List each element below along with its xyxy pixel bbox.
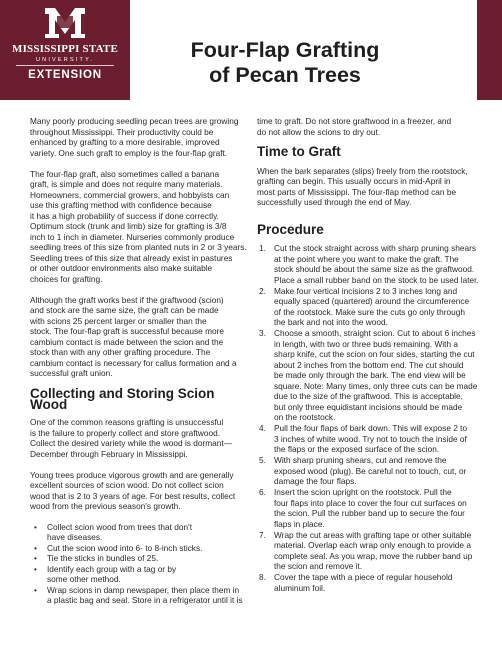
- text-line: stock. The four-flap graft is successful because more: [30, 326, 224, 336]
- step-number: 4.: [259, 423, 266, 433]
- procedure-step: [257, 243, 479, 285]
- text-line: grafting can begin. This usually occurs in mid-April in: [257, 176, 451, 186]
- text-line: seedling trees of this size from planted nuts in 2 or 3 years.: [30, 242, 247, 252]
- procedure-step: [257, 286, 479, 328]
- text-line: cambium contact is necessary for callus formation and a: [30, 357, 237, 368]
- scion-paragraph-1: [30, 417, 250, 459]
- text-line: Cut the scion wood into 6- to 8-inch sticks.: [47, 542, 203, 553]
- scion-bullet-list: [30, 522, 250, 606]
- text-line: the scion and remove it.: [274, 561, 363, 571]
- text-line: Many poorly producing seedling pecan trees are growing: [30, 116, 239, 126]
- text-line: the bark and not into the wood.: [274, 317, 388, 327]
- text-line: four flaps into place to cover the four cut surfaces on: [274, 497, 467, 508]
- text-line: choices for grafting.: [30, 273, 103, 284]
- procedure-step: [257, 530, 479, 572]
- text-line: flaps in place.: [274, 518, 325, 529]
- cambium-paragraph: [30, 295, 250, 379]
- text-line: One of the common reasons grafting is unsuccessful: [30, 417, 224, 427]
- text-line: damage the four flaps.: [274, 476, 357, 486]
- text-line: sharp knife, cut the scion on four sides, starting the cut: [274, 349, 475, 359]
- text-line: exposed wood (plug). Be careful not to touch, cut, or: [274, 465, 467, 476]
- text-line: of the rootstock. Make sure the cuts go only through: [274, 306, 465, 317]
- text-line: wood that is 2 to 3 years of age. For best results, collect: [30, 490, 236, 501]
- step-number: 7.: [259, 529, 266, 540]
- logo-university-name: MISSISSIPPI STATE: [11, 43, 118, 55]
- text-line: Identify each group with a tag or by: [47, 563, 177, 574]
- procedure-step: [257, 328, 479, 423]
- text-line: Homeowners, commercial growers, and hobbyists can: [30, 189, 230, 200]
- text-line: variety. One such graft to employ is the four-flap graft.: [30, 147, 228, 158]
- text-line: on the rootstock.: [274, 412, 336, 422]
- step-number: 2.: [259, 285, 266, 296]
- text-line: The four-flap graft, also sometimes called a banana: [30, 168, 220, 179]
- page-title: Four-Flap Grafting of Pecan Trees: [190, 38, 380, 87]
- procedure-steps-list: [257, 243, 479, 593]
- step-number: 8.: [259, 572, 266, 582]
- text-line: with scions 25 percent larger or smaller than the: [30, 315, 207, 326]
- time-to-graft-paragraph: [257, 166, 479, 208]
- text-line: equally spaced (quartered) around the circumference: [274, 296, 470, 306]
- step-number: 1.: [259, 243, 266, 253]
- text-line: it has a high probability of success if done correctly.: [30, 210, 219, 221]
- right-column: [257, 116, 479, 594]
- procedure-step: [257, 423, 479, 455]
- text-line: the flaps or the exposed surface of the scion.: [274, 444, 440, 454]
- text-line: Wrap the cut areas with grafting tape or other suitable: [274, 529, 472, 540]
- text-line: material. Overlap each wrap only enough to provide a: [274, 540, 471, 550]
- text-line: due to the size of the graftwood. This is acceptable,: [274, 391, 463, 401]
- text-line: Collect the desired variety while the wood is dormant—: [30, 438, 232, 448]
- extension-logo: [0, 0, 130, 100]
- header-accent-bar: [477, 0, 502, 100]
- text-line: some other method.: [47, 574, 121, 584]
- text-line: and stock are the same size, the graft can be made: [30, 305, 219, 315]
- text-line: Cover the tape with a piece of regular household: [274, 572, 453, 582]
- text-line: Young trees produce vigorous growth and are generally: [30, 469, 234, 480]
- list-item: [30, 585, 250, 606]
- text-line: cambium contact is made between the scion and the: [30, 336, 224, 347]
- text-line: Make four vertical incisions 2 to 3 inches long and: [274, 285, 458, 296]
- text-line: excellent sources of scion wood. Do not collect scion: [30, 480, 224, 490]
- text-line: time to graft. Do not store graftwood in a freezer, and: [257, 116, 452, 126]
- text-line: Although the graft works best if the graftwood (scion): [30, 294, 224, 305]
- text-line: in length, with two or three buds remaining. With a: [274, 338, 459, 349]
- logo-extension: EXTENSION: [28, 69, 102, 81]
- scion-paragraph-2: [30, 470, 250, 512]
- text-line: Seedling trees of this size that already exist in pastures: [30, 252, 233, 263]
- text-line: stock should be about the same size as the graftwood.: [274, 264, 475, 274]
- logo-divider: [16, 65, 114, 66]
- text-line: Pull the four flaps of bark down. This will expose 2 to: [274, 423, 468, 433]
- text-line: 3 inches of white wood. Try not to touch the inside of: [274, 433, 467, 444]
- text-line: graft, is simple and does not require many materials.: [30, 179, 223, 189]
- left-column: [30, 116, 250, 606]
- procedure-step: [257, 455, 479, 487]
- text-line: complete seal. As you wrap, move the rubber band up: [274, 550, 473, 561]
- text-line: stock than with any other grafting procedure. The: [30, 347, 211, 357]
- text-line: Optimum stock (trunk and limb) size for grafting is 3/8: [30, 221, 227, 231]
- list-item: [30, 522, 250, 543]
- section-heading-procedure: Procedure: [257, 221, 324, 237]
- text-line: most parts of Mississippi. The four-flap method can be: [257, 186, 457, 197]
- list-item: [30, 553, 250, 564]
- msu-m-logo-icon: [43, 4, 87, 40]
- text-line: Cut the stock straight across with sharp pruning shears: [274, 243, 476, 253]
- text-line: be made only through the bark. The end view will be: [274, 370, 466, 380]
- section-heading-time-to-graft: Time to Graft: [257, 144, 341, 159]
- text-line: Wrap scions in damp newspaper, then place them in: [47, 584, 240, 595]
- text-line: successfully used through the end of May.: [257, 197, 412, 207]
- step-number: 3.: [259, 328, 266, 338]
- text-line: Insert the scion upright on the rootstock. Pull the: [274, 487, 452, 497]
- text-line: When the bark separates (slips) freely from the rootstock,: [257, 165, 468, 176]
- text-line: aluminum foil.: [274, 582, 326, 593]
- text-line: Tie the sticks in bundles of 25.: [47, 553, 159, 563]
- text-line: have diseases.: [47, 532, 103, 542]
- text-line: at the point where you want to make the graft. The: [274, 253, 459, 264]
- list-item: [30, 564, 250, 585]
- procedure-step: [257, 572, 479, 593]
- text-line: a plastic bag and seal. Store in a refrigerator until it is: [47, 595, 243, 605]
- step-number: 6.: [259, 487, 266, 497]
- step-number: 5.: [259, 455, 266, 465]
- text-line: Place a small rubber band on the stock to be used later.: [274, 274, 479, 285]
- logo-university-sub: UNIVERSITY.: [35, 57, 95, 63]
- text-line: enhanced by grafting to a more desirable, improved: [30, 137, 220, 147]
- text-line: With sharp pruning shears, cut and remove the: [274, 455, 447, 465]
- text-line: inch to 1 inch in diameter. Nurseries commonly produce: [30, 231, 235, 242]
- text-line: is the failure to properly collect and store graftwood.: [30, 427, 221, 438]
- text-line: use this grafting method with confidence because: [30, 200, 212, 210]
- description-paragraph: [30, 169, 250, 285]
- text-line: do not allow the scions to dry out.: [257, 126, 381, 137]
- text-line: or other outdoor environments also make suitable: [30, 263, 213, 273]
- text-line: about 2 inches from the bottom end. The cut should: [274, 359, 464, 370]
- text-line: throughout Mississippi. Their productivity could be: [30, 126, 214, 137]
- storage-continued-paragraph: [257, 116, 479, 137]
- text-line: but only three equidistant incisions should be made: [274, 401, 463, 412]
- text-line: Choose a smooth, straight scion. Cut to about 6 inches: [274, 328, 476, 338]
- text-line: the scion. Pull the rubber band up to secure the four: [274, 508, 465, 518]
- text-line: successful graft union.: [30, 368, 113, 378]
- text-line: Collect scion wood from trees that don't: [47, 521, 193, 532]
- text-line: December through February in Mississippi.: [30, 448, 188, 459]
- intro-paragraph: [30, 116, 250, 158]
- text-line: square. Note: Many times, only three cuts can be made: [274, 380, 478, 391]
- list-item: [30, 543, 250, 554]
- text-line: wood from the previous season's growth.: [30, 501, 181, 511]
- procedure-step: [257, 487, 479, 529]
- section-heading-scion-wood: Collecting and Storing Scion Wood: [30, 386, 215, 412]
